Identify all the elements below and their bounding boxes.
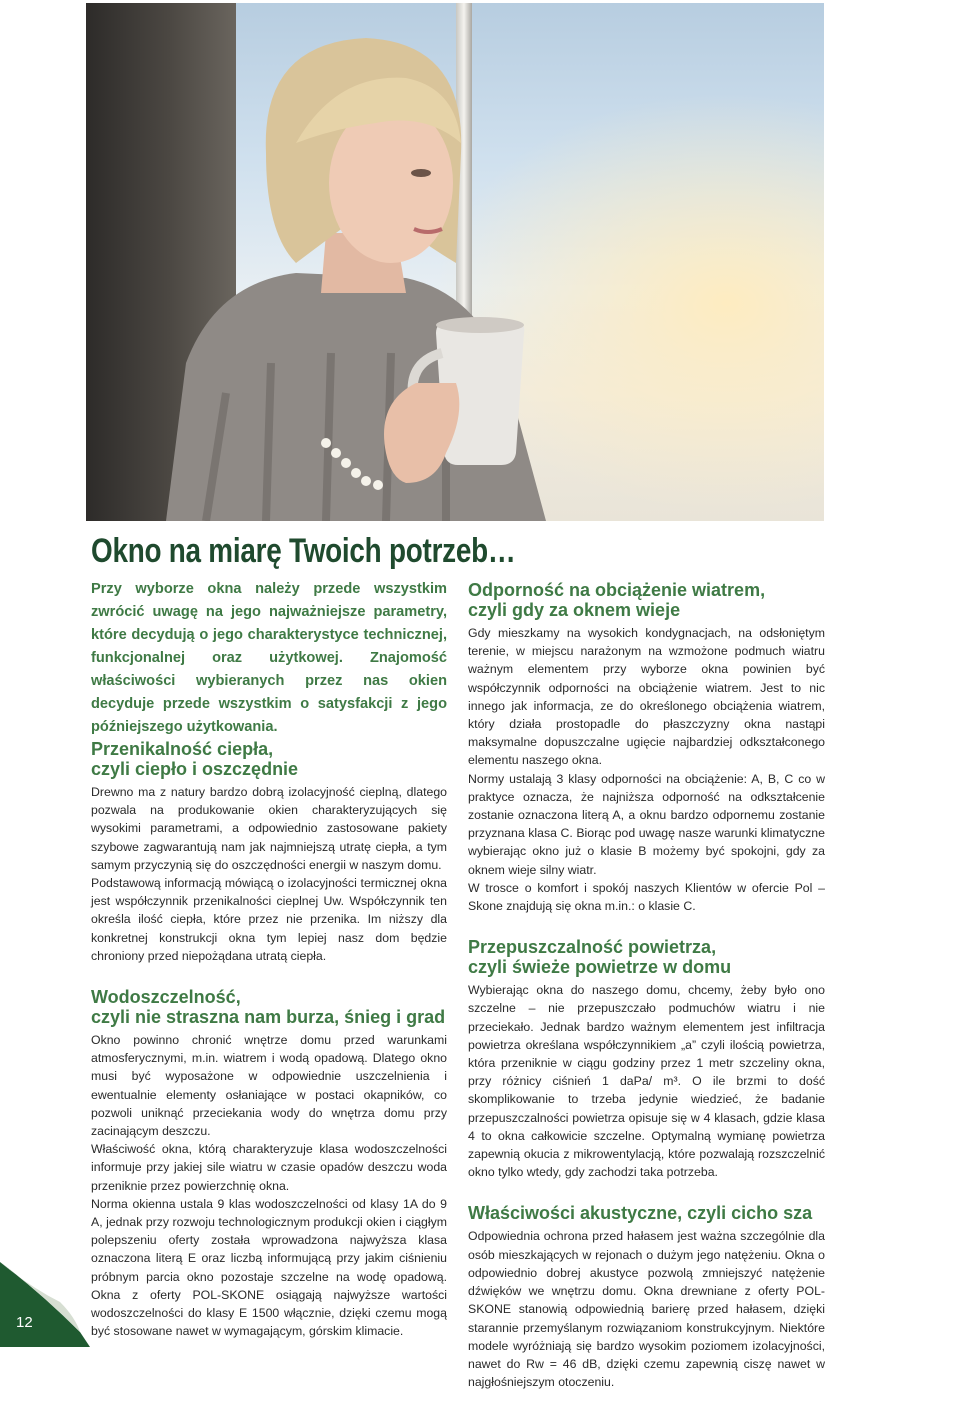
- heading-line-1: Odporność na obciążenie wiatrem,: [468, 580, 766, 600]
- page-corner-decoration: [0, 1262, 90, 1347]
- heading-line-1: Przenikalność ciepła,: [91, 739, 274, 759]
- section-wind-resistance: [468, 580, 825, 915]
- paragraph: Drewno ma z natury bardzo dobrą izolacyjność cieplną, dlatego pozwala na produkowanie okien charakteryzujących się wysokimi parametrami, a odpowiednio zastosowane pakiety szybowe zagwarantują nam jak najmniejszą utratę ciepła, a tym samym przyczynią się do oszczędności energii w naszym domu.: [91, 785, 447, 872]
- heading-line-2: czyli gdy za oknem wieje: [468, 600, 681, 620]
- paragraph: Wybierając okna do naszego domu, chcemy, żeby było ono szczelne – nie przepuszczało podmuchów wiatru i nie przeciekało. Jednak bardzo ważnym elementem jest infiltracja powietrza określana współczynnikiem „a” czyli ilością powietrza, która przeniknie w ciągu godziny przez 1 metr szczeliny okna, przy różnicy ciśnień 1 daPa/ m³. O ile brzmi to dość skomplikowanie to trzeba jedynie wiedzieć, że badanie przepuszczalności powietrza opisuje się w 4 klasach, gdzie klasa 4 to okna całkowicie szczelne. Optymalną wymianę powietrza zapewnią okucia z mikrowentylacją, które pozwalają rozszczelnić okno tylko wtedy, gdy zachodzi taka potrzeba.: [468, 983, 825, 1180]
- page-title: Okno na miarę Twoich potrzeb…: [91, 532, 516, 570]
- paragraph: Właściwość okna, którą charakteryzuje klasa wodoszczelności informuje przy jakiej sile wiatru w czasie opadów deszczu woda przeniknie przez powierzchnię okna.: [91, 1142, 447, 1193]
- heading-line-2: czyli nie straszna nam burza, śnieg i grad: [91, 1007, 446, 1028]
- paragraph: W trosce o komfort i spokój naszych Klientów w ofercie Pol – Skone znajdują się okna m.in.: o klasie C.: [468, 880, 825, 914]
- paragraph: Okno powinno chronić wnętrze domu przed warunkami atmosferycznymi, m.in. wiatrem i wodą opadową. Dlatego okno musi być wyposażone w odpowiednie uszczelnienia i ewentualnie elementy osłaniające w postaci okapników, co pozwoli uniknąć przeciekania wody do wnętrza domu przy zacinającym deszczu.: [91, 1033, 447, 1139]
- page-number: 12: [16, 1314, 33, 1331]
- paragraph: Odpowiednia ochrona przed hałasem jest ważna szczególnie dla osób mieszkających w rejonach o dużym jego natężeniu. Okna o odpowiednio dobrej akustyce pozwolą zmniejszyć natężenie dźwięków we wnętrzu domu. Okna drewniane z oferty POL-SKONE stanowią odpowiednią barierę przed hałasem, dzięki starannie przemyślanym rozwiązaniom konstrukcyjnym. Niektóre modele wyróżniają się bardzo wysokim poziomem izolacyjności, nawet do Rw = 46 dB, dzięki czemu zapewnią ciszę nawet w najgłośniejszym otoczeniu.: [468, 1229, 825, 1390]
- section-heading: [468, 580, 825, 620]
- photo-woman-with-mug: [146, 33, 606, 521]
- hero-photo: [86, 3, 824, 521]
- left-column: [91, 578, 447, 1362]
- section-acoustics: [468, 1203, 825, 1391]
- section-air-permeability: [468, 937, 825, 1181]
- section-heading: [91, 739, 447, 779]
- paragraph: Podstawową informacją mówiącą o izolacyjności termicznej okna jest współczynnik przenikalności cieplnej Uw. Współczynnik ten określa ilość ciepła, które przez nie przenika. Im niższy dla konkretnej konstrukcji okna tym lepiej nasz dom będzie chroniony przed niepożądana utratą ciepła.: [91, 876, 447, 963]
- heading-line-2: czyli świeże powietrze w domu: [468, 957, 732, 978]
- heading-line-2: czyli ciepło i oszczędnie: [91, 759, 299, 779]
- right-column: [468, 580, 825, 1413]
- paragraph: Gdy mieszkamy na wysokich kondygnacjach, na odsłoniętym terenie, w miejscu narażonym na wzmożone podmuch wiatru ważnym elementem przy wyborze okna powinien być współczynnik odporności na obciążenie wiatrem. Jest to nic innego jak informacja, ze do określonego obciążenia wiatrem, który działa prostopadle do płaszczyzny okna nastąpi maksymalne dopuszczalne ugięcie najbardziej odkształconego elementu naszego okna.: [468, 626, 825, 768]
- heading-line-1: Wodoszczelność,: [91, 987, 241, 1008]
- section-heat-transfer: [91, 739, 447, 965]
- paragraph: Norma okienna ustala 9 klas wodoszczelności od klasy 1A do 9 A, jednak przy rozwoju technologicznym produkcji okien i ciągłym polepszeniu oferty została wprowadzona najwyższa klasa oznaczona literą E oraz liczbą informującą przy jakim ciśnieniu próbnym parcia okno pozostaje szczelne na wodę opadową. Okna z oferty POL-SKONE osiągają najwyższe wartości wodoszczelności do klasy E 1500 włącznie, dzięki czemu mogą być stosowane nawet w wymagającym, górskim klimacie.: [91, 1196, 447, 1339]
- intro-paragraph: Przy wyborze okna należy przede wszystkim zwrócić uwagę na jego najważniejsze parametry, które decydują o jego charakterystyce technicznej, funkcjonalnej oraz użytkowej. Znajomość właściwości wybieranych przez nas okien decyduje przede wszystkim o satysfakcji z jego późniejszego użytkowania.: [91, 581, 447, 735]
- heading-line-1: Właściwości akustyczne, czyli cicho sza: [468, 1203, 813, 1224]
- section-heading: [468, 1203, 825, 1223]
- heading-line-1: Przepuszczalność powietrza,: [468, 937, 717, 958]
- section-heading: [468, 937, 825, 977]
- section-watertightness: [91, 987, 447, 1340]
- section-heading: [91, 987, 447, 1027]
- paragraph: Normy ustalają 3 klasy odporności na obciążenie: A, B, C co w praktyce oznacza, że najniższa odporność na odkształcenie zostanie oznaczona literą A, a oknu bardzo odpornemu zostanie przyznana klasa C. Biorąc pod uwagę nasze warunki klimatyczne wybierając okno już o klasie B możemy być spokojni, gdy za oknem wieje silny wiatr.: [468, 771, 825, 877]
